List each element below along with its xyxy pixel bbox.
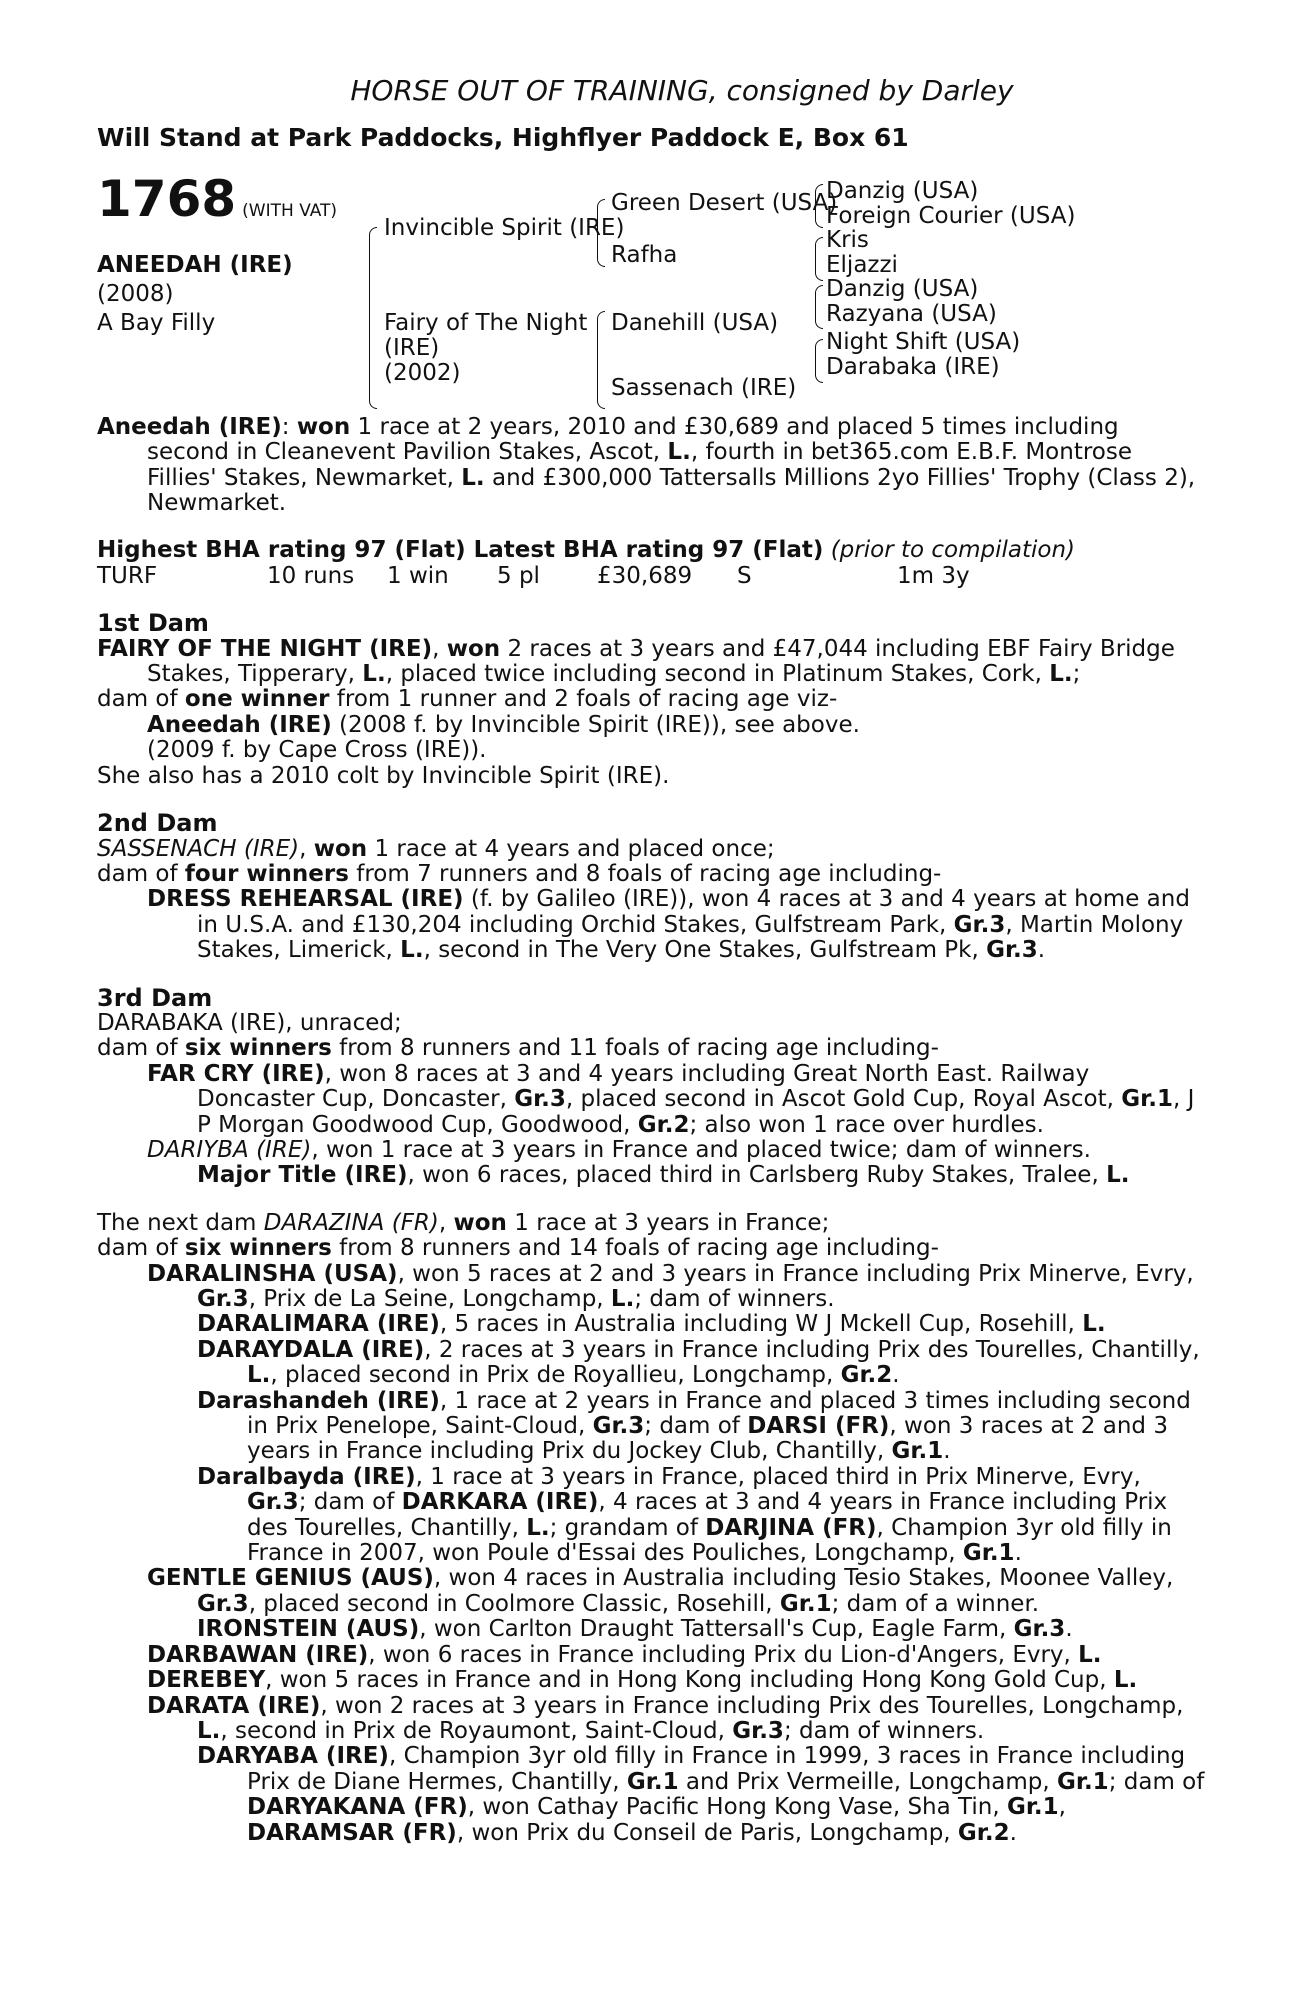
text-dam3-p1-g3: Gr.2 [637, 1111, 690, 1138]
text-line: FAIRY OF THE NIGHT (IRE), won 2 races at 3 years and £47,044 including EBF Fairy Bridge Stakes, Tipperary, L., placed twice including second in Platinum Stakes, Cork, L.; [97, 635, 1175, 688]
text-line [97, 1036, 1207, 1061]
pedigree-sds: Kris [826, 226, 869, 253]
text-dam4-won: won [453, 1209, 507, 1236]
text-dam4-a-name: DARALINSHA (USA) [147, 1260, 398, 1287]
horse-description: A Bay Filly [97, 309, 216, 336]
text-dam3-p1-t3: , J P Morgan Goodwood Cup, Goodwood, [197, 1086, 1195, 1138]
text-dam4-f-t1: , won 4 races in Australia including Tesio Stakes, Moonee Valley, [433, 1565, 1174, 1592]
text-line [97, 1744, 1207, 1846]
text-dam4-e-t4: ; grandam of [549, 1514, 706, 1541]
text-dam4-d-t3: , won 3 races at 2 and 3 years in France including Prix du Jockey Club, Chantilly, [247, 1413, 1168, 1465]
text-dam4-e-name3: DARJINA (FR) [705, 1514, 877, 1541]
text-line [97, 1338, 1207, 1389]
text-line [97, 1262, 1207, 1313]
text-summary-name: Aneedah (IRE) [97, 413, 282, 440]
text-dam4-f-name: GENTLE GENIUS (AUS) [147, 1565, 434, 1592]
pedigree-brace-g4 [815, 339, 823, 383]
text-dam3-damof: dam of [97, 1035, 185, 1062]
text-dam4-e-g1: Gr.3 [247, 1489, 299, 1516]
pedigree-dam-2: (IRE) [384, 334, 440, 361]
text-dam4-c-t2: , placed second in Prix de Royallieu, Longchamp, [270, 1362, 841, 1389]
text-dam4-k-t2: and Prix Vermeille, Longchamp, [678, 1768, 1057, 1795]
text-dam4-e-t5: , Champion 3yr old filly in France in 2007, won Poule d'Essai des Pouliches, Longchamp, [247, 1514, 1172, 1567]
horse-info [97, 251, 293, 338]
text-dam4-b-L: L. [1082, 1311, 1106, 1338]
text-dam2-p1-t2: , Martin Molony Stakes, Limerick, [197, 911, 1184, 964]
text-dam4-t2: 1 race at 3 years in France; [506, 1209, 830, 1236]
text-dam4-e-L: L. [526, 1514, 550, 1541]
text-dam4-i-name: DEREBEY [147, 1667, 266, 1694]
text-dam4-k-name3: DARAMSAR (FR) [247, 1819, 457, 1846]
text-summary-L2: L. [461, 464, 485, 491]
text-dam4-k-g4: Gr.2 [957, 1819, 1010, 1846]
text-line [97, 713, 1207, 738]
pedigree-ds: Danehill (USA) [611, 309, 779, 336]
text-dam4-j-g1: Gr.3 [732, 1717, 784, 1744]
text-dam2-t1: 1 race at 4 years and placed once; [367, 835, 775, 862]
text-ratings-stats-5: S [737, 562, 752, 589]
text-dam4-k-name: DARYABA (IRE) [197, 1743, 389, 1770]
text-dam1-won: won [446, 635, 501, 662]
text-dam4-d-t2: ; dam of [644, 1413, 748, 1440]
pedigree-brace-g3 [815, 285, 823, 329]
text-dam1-damof: dam of [97, 686, 185, 713]
text-dam1-foal1-text: (2008 f. by Invincible Spirit (IRE)), see above. [331, 711, 860, 738]
text-dam4-e-t3: , 4 races at 3 and 4 years in France including Prix des Tourelles, Chantilly, [247, 1489, 1168, 1541]
text-dam4-g-g1: Gr.3 [1013, 1616, 1066, 1643]
pedigree-brace-dam [597, 311, 605, 409]
text-line [97, 1163, 1207, 1188]
text-dam4-b-name: DARALIMARA (IRE) [197, 1311, 440, 1338]
text-dam2-name: SASSENACH (IRE) [97, 835, 300, 862]
first-dam-section [97, 611, 1207, 789]
text-dam4-h-t1: , won 6 races in France including Prix du Lion-d'Angers, Evry, [368, 1641, 1079, 1668]
text-line [97, 251, 293, 280]
text-dam3-p3-name: Major Title (IRE) [197, 1162, 408, 1189]
text-dam4-e-t6: . [1014, 1540, 1022, 1567]
pedigree-dam-3: (2002) [384, 359, 461, 386]
text-dam4-a-t3: ; dam of winners. [634, 1286, 835, 1312]
text-summary-L1: L. [667, 439, 691, 466]
text-dam4-damof: dam of [97, 1235, 185, 1262]
text-line [97, 1312, 1207, 1337]
text-dam4-j-name: DARATA (IRE) [147, 1692, 321, 1719]
text-dam4-f-t3: ; dam of a winner. [831, 1590, 1040, 1617]
pedigree-ss: Green Desert (USA) [611, 189, 838, 216]
text-line [97, 887, 1207, 963]
horse-name: ANEEDAH (IRE) [97, 251, 293, 278]
text-dam1-L1: L. [362, 661, 386, 688]
text-line [97, 1668, 1207, 1693]
ratings-note: (prior to compilation) [830, 537, 1075, 564]
text-ratings-stats-4: £30,689 [597, 562, 693, 589]
text-dam4-e-name2: DARKARA (IRE) [401, 1489, 599, 1516]
pedigree-brace-main [369, 227, 377, 409]
text-dam4-k-t6: , won Prix du Conseil de Paris, Longchamp, [456, 1819, 958, 1846]
horse-year: (2008) [97, 280, 174, 307]
text-ratings-stats-1: 10 runs [267, 562, 355, 589]
text-dam2-p1-L: L. [400, 937, 424, 964]
text-dam4-j-t1: , won 2 races at 3 years in France including Prix des Tourelles, Longchamp, [320, 1692, 1184, 1719]
text-line [97, 687, 1207, 712]
turf-stats [97, 564, 1207, 589]
text-dam1-damof2: from 1 runner and 2 foals of racing age viz- [329, 686, 838, 713]
pedigree-sire: Invincible Spirit (IRE) [384, 214, 625, 241]
pedigree-dss: Danzig (USA) [826, 275, 979, 302]
text-dam3-p1-t2: , placed second in Ascot Gold Cup, Royal Ascot, [565, 1086, 1122, 1113]
text-line [97, 1566, 1207, 1617]
text-dam4-k-t7: . [1009, 1819, 1017, 1846]
text-dam4-d-name2: DARSI (FR) [747, 1413, 890, 1440]
race-summary: Aneedah (IRE): won 1 race at 2 years, 2010 and £30,689 and placed 5 times including second in Cleanevent Pavilion Stakes, Ascot, L., fourth in bet365.com E.B.F. Montrose Fillies' Stakes, Newmarket, L. and £300,000 Tattersalls Millions 2yo Fillies' Trophy (Class 2), Newmarket. [97, 413, 1196, 517]
text-ratings-stats-2: 1 win [387, 562, 449, 589]
page-title: HORSE OUT OF TRAINING, consigned by Darley [350, 74, 1014, 107]
pedigree-dsd: Razyana (USA) [826, 300, 997, 327]
text-dam4-j-t2: , second in Prix de Royaumont, Saint-Cloud, [220, 1717, 733, 1744]
third-dam-heading: 3rd Dam [97, 983, 213, 1012]
pedigree-brace-sire [597, 199, 605, 267]
lot-number: 1768 [97, 169, 237, 228]
text-dam2-p1-g2: Gr.3 [986, 937, 1038, 964]
text-dam4-k-t1: , Champion 3yr old filly in France in 1999, 3 races in France including Prix de Diane Hermes, Chantilly, [247, 1743, 1186, 1795]
pedigree-brace-g2 [815, 237, 823, 281]
pedigree-dam-1: Fairy of The Night [384, 309, 588, 336]
text-dam4-c-g1: Gr.2 [840, 1362, 893, 1389]
text-dam4-j-t3: ; dam of winners. [783, 1717, 985, 1744]
text-dam4-a-L: L. [610, 1286, 635, 1312]
pedigree-ssd: Foreign Courier (USA) [826, 202, 1076, 229]
pedigree-sd: Rafha [611, 241, 678, 268]
text-dam4-g-t2: . [1065, 1616, 1073, 1643]
text-dam4-e-name: Daralbayda (IRE) [197, 1463, 416, 1490]
text-dam3-p1-t1: , won 8 races at 3 and 4 years including Great North East. Railway Doncaster Cup, Doncaster, [197, 1060, 1090, 1113]
text-dam2-won: won [313, 835, 368, 862]
text-line [97, 538, 1207, 563]
text-dam4-h-L: L. [1078, 1641, 1102, 1668]
lot-number-block [97, 169, 338, 228]
first-dam-heading: 1st Dam [97, 609, 209, 638]
text-dam4-d-t4: . [943, 1438, 951, 1465]
text-line [97, 1138, 1207, 1163]
text-dam4-intro: The next dam [97, 1209, 264, 1236]
text-dam4-e-t1: , 1 race at 3 years in France, placed third in Prix Minerve, Evry, [415, 1463, 1141, 1490]
text-dam4-k-t5: , [1058, 1794, 1066, 1821]
text-dam3-p1-name: FAR CRY (IRE) [147, 1060, 325, 1087]
text-dam1-L2: L. [1049, 661, 1073, 688]
text-dam4-d-g1: Gr.3 [592, 1413, 645, 1440]
text-dam4-k-name2: DARYAKANA (FR) [247, 1794, 468, 1821]
text-dam1-also: She also has a 2010 colt by Invincible Spirit (IRE). [97, 762, 670, 789]
text-line [97, 1465, 1207, 1567]
second-dam-section [97, 811, 1207, 963]
pedigree-ddd: Darabaka (IRE) [826, 353, 1000, 380]
vat-note: (WITH VAT) [242, 200, 338, 221]
text-dam4-g-t1: , won Carlton Draught Tattersall's Cup, Eagle Farm, [419, 1616, 1014, 1643]
pedigree-block [97, 169, 1207, 407]
text-dam4-g-name: IRONSTEIN (AUS) [197, 1616, 420, 1643]
text-dam4-c-t3: . [892, 1362, 900, 1389]
text-dam4-a-t2: , Prix de La Seine, Longchamp, [248, 1286, 611, 1312]
text-dam4-k-t3: ; dam of [1108, 1768, 1205, 1795]
text-line [97, 1062, 1207, 1138]
text-dam4-j-L: L. [197, 1717, 221, 1744]
text-dam4-d-t1: , 1 race at 2 years in France and placed 3 times including second in Prix Penelope, Saint-Cloud, [247, 1387, 1191, 1440]
text-line [97, 1236, 1207, 1261]
text-line [97, 1211, 1207, 1236]
text-ratings-stats-6: 1m 3y [897, 562, 970, 589]
text-dam4-c-L: L. [247, 1362, 271, 1389]
text-line [97, 1694, 1207, 1745]
text-dam1-winners: one winner [184, 686, 330, 713]
text-dam1-t2: , placed twice including second in Platinum Stakes, Cork, [385, 661, 1050, 688]
text-dam3-p3-L: L. [1106, 1162, 1130, 1189]
text-dam4-k-g1: Gr.1 [626, 1768, 679, 1795]
text-dam2-damof2: from 7 runners and 8 foals of racing age including- [348, 860, 942, 887]
text-dam2-damof: dam of [97, 860, 185, 887]
text-dam4-damof2: from 8 runners and 14 foals of racing age including- [331, 1235, 939, 1262]
catalogue-page [97, 74, 1207, 1868]
text-dam4-e-g2: Gr.1 [962, 1540, 1015, 1567]
text-dam4-h-name: DARBAWAN (IRE) [147, 1641, 369, 1668]
text-dam4-k-t4: , won Cathay Pacific Hong Kong Vase, Sha Tin, [467, 1794, 1007, 1821]
second-dam-heading: 2nd Dam [97, 809, 218, 838]
text-dam4-name: DARAZINA (FR) [263, 1209, 439, 1236]
text-summary-won: won [296, 413, 351, 440]
text-dam1-foal1-name: Aneedah (IRE) [147, 711, 332, 738]
text-dam3-p2-name: DARIYBA (IRE) [147, 1136, 312, 1163]
text-line [97, 1617, 1207, 1642]
text-dam4-d-name: Darashandeh (IRE) [197, 1387, 440, 1414]
text-dam4-i-t1: , won 5 races in France and in Hong Kong including Hong Kong Gold Cup, [265, 1667, 1114, 1694]
text-ratings-stats-0: TURF [97, 562, 158, 589]
pedigree-dds: Night Shift (USA) [826, 328, 1021, 355]
text-dam4-winners: six winners [184, 1235, 332, 1262]
text-ratings-stats-3: 5 pl [497, 562, 540, 589]
ratings-section [97, 538, 1207, 589]
text-dam3-p3-t1: , won 6 races, placed third in Carlsberg Ruby Stakes, Tralee, [407, 1162, 1107, 1189]
text-line [97, 1389, 1207, 1465]
text-dam3-damof2: from 8 runners and 11 foals of racing age including- [331, 1035, 939, 1062]
pedigree-brace-g1 [815, 184, 823, 228]
text-dam4-i-L: L. [1113, 1667, 1138, 1694]
text-dam4-f-t2: , placed second in Coolmore Classic, Rosehill, [248, 1590, 780, 1617]
text-dam4-c-name: DARAYDALA (IRE) [197, 1336, 425, 1363]
next-dam-section [97, 1211, 1207, 1846]
text-dam4-e-t2: ; dam of [298, 1489, 402, 1516]
pedigree-sdd: Eljazzi [826, 251, 898, 278]
text-summary-text1: 1 race at 2 years, 2010 and £30,689 and placed 5 times including second in Cleanevent Pavilion Stakes, Ascot, [147, 413, 1119, 466]
text-dam2-p1-t4: . [1037, 937, 1046, 964]
text-dam3-name: DARABAKA (IRE), unraced; [97, 1009, 402, 1036]
text-dam4-a-g1: Gr.3 [197, 1286, 249, 1312]
text-dam3-p1-g1: Gr.3 [514, 1086, 566, 1113]
text-dam4-k-g2: Gr.1 [1057, 1768, 1109, 1795]
text-dam3-p1-g2: Gr.1 [1121, 1086, 1173, 1113]
text-dam4-f-g1: Gr.3 [197, 1590, 249, 1617]
text-dam4-k-g3: Gr.1 [1006, 1794, 1059, 1821]
text-line [97, 1643, 1207, 1668]
ratings-line: Highest BHA rating 97 (Flat) Latest BHA rating 97 (Flat) [97, 537, 824, 564]
text-dam1-t3: ; [1072, 661, 1081, 688]
text-dam3-p1-t4: ; also won 1 race over hurdles. [689, 1111, 1044, 1138]
text-line [97, 862, 1207, 887]
text-dam2-p1-t3: , second in The Very One Stakes, Gulfstream Pk, [423, 937, 987, 964]
text-dam4-f-g2: Gr.1 [779, 1590, 832, 1617]
text-dam4-d-g2: Gr.1 [891, 1438, 944, 1465]
text-line: SASSENACH (IRE), won 1 race at 4 years and placed once; [97, 835, 775, 862]
text-summary-text2: , fourth in bet365.com E.B.F. Montrose Fillies' Stakes, Newmarket, [147, 439, 1133, 491]
text-dam4-c-t1: , 2 races at 3 years in France including Prix des Tourelles, Chantilly, [424, 1336, 1200, 1363]
text-summary-text3: and £300,000 Tattersalls Millions 2yo Fillies' Trophy (Class 2), Newmarket. [147, 464, 1196, 517]
stand-location: Will Stand at Park Paddocks, Highflyer Paddock E, Box 61 [97, 123, 909, 153]
text-dam2-winners: four winners [184, 860, 349, 887]
text-dam2-p1-name: DRESS REHEARSAL (IRE) [147, 886, 464, 913]
text-dam4-b-t1: , 5 races in Australia including W J Mckell Cup, Rosehill, [439, 1311, 1083, 1338]
text-dam2-p1-g1: Gr.3 [953, 911, 1006, 938]
text-dam3-p2-t1: , won 1 race at 3 years in France and placed twice; dam of winners. [311, 1136, 1091, 1163]
text-dam1-name: FAIRY OF THE NIGHT (IRE) [97, 635, 433, 662]
text-dam4-a-t1: , won 5 races at 2 and 3 years in France including Prix Minerve, Evry, [397, 1260, 1194, 1287]
text-dam1-foal2-text: (2009 f. by Cape Cross (IRE)). [147, 737, 487, 764]
text-dam2-p1-t1: (f. by Galileo (IRE)), won 4 races at 3 and 4 years at home and in U.S.A. and £130,204 including Orchid Stakes, Gulfstream Park, [197, 886, 1190, 938]
text-dam3-winners: six winners [184, 1035, 332, 1062]
pedigree-sss: Danzig (USA) [826, 177, 979, 204]
text-dam1-t1: 2 races at 3 years and £47,044 including EBF Fairy Bridge Stakes, Tipperary, [147, 635, 1175, 688]
third-dam-section [97, 983, 1207, 1189]
pedigree-dd: Sassenach (IRE) [611, 374, 797, 401]
text-dam4-t1: , [438, 1209, 454, 1236]
